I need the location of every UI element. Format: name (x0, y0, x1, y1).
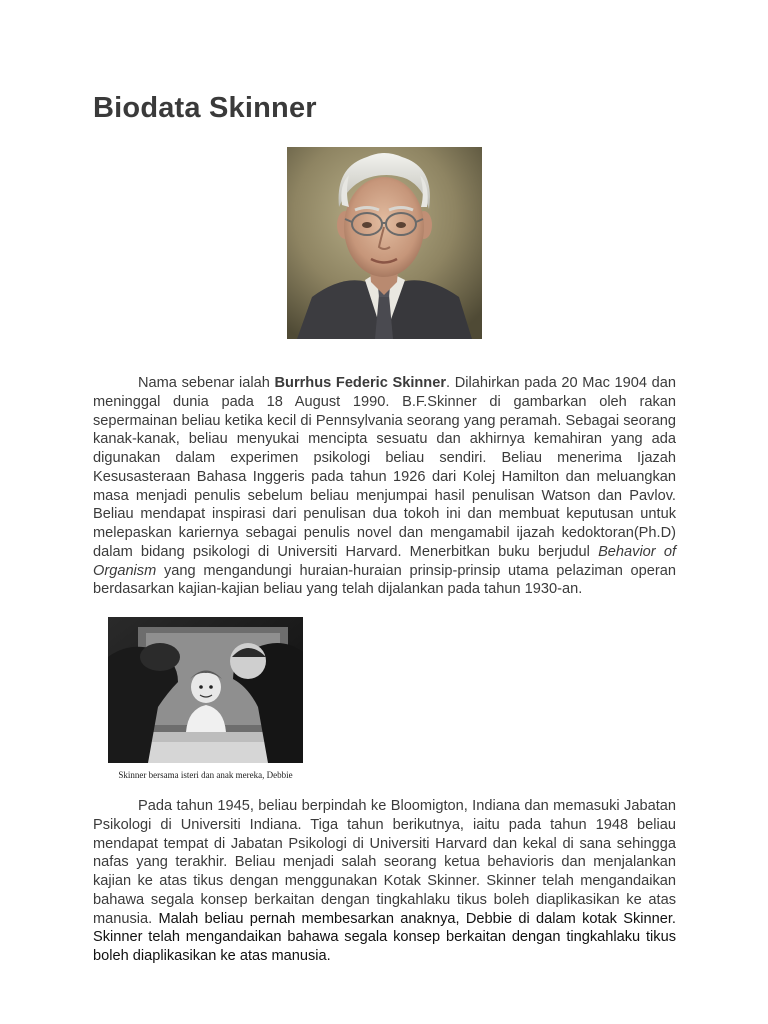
family-photo (108, 617, 303, 763)
full-name: Burrhus Federic Skinner (274, 375, 447, 391)
page-title: Biodata Skinner (93, 92, 317, 124)
book-title: Behavior of Organism (93, 543, 676, 579)
paragraph1-text-start: Nama sebenar ialah (138, 375, 275, 391)
paragraph2-text: Pada tahun 1945, beliau berpindah ke Bloomigton, Indiana dan memasuki Jabatan Psikologi di Universiti Indiana. Tiga tahun berikutnya, iaitu pada tahun 1948 beliau mendapat tempat di Jabatan Psikologi di Universiti Harvard dan kekal di sana sehingga nafas yang terakhir. Beliau menjadi salah seorang ketua behavioris dan menjalankan kajian ke atas tikus dengan menggunakan Kotak Skinner. Skinner telah mengandaikan bahawa segala konsep berkaitan dengan tingkahlaku tikus boleh diaplikasikan ke atas manusia. (93, 798, 676, 927)
paragraph2-highlight-text: Malah beliau pernah membesarkan anaknya, Debbie di dalam kotak Skinner. Skinner telah mengandaikan bahawa segala konsep berkaitan dengan tingkahlaku tikus boleh diaplikasikan ke atas manusia. (93, 910, 676, 964)
photo-caption: Skinner bersama isteri dan anak mereka, Debbie (118, 770, 293, 780)
paragraph1-text-end: yang mengandungi huraian-huraian prinsip-prinsip utama pelaziman operan berdasarkan kajian-kajian beliau yang telah dijalankan pada tahun 1930-an. (93, 562, 676, 598)
paragraph1-text-middle: . Dilahirkan pada 20 Mac 1904 dan meninggal dunia pada 18 August 1990. B.F.Skinner di gambarkan oleh rakan sepermainan beliau ketika kecil di Pennsylvania seorang yang peramah. Sebagai seorang kanak-kanak, beliau menyukai mencipta sesuatu dan akhirnya kemahiran yang ada digunakan dalam experimen psikologi beliau sendiri. Beliau menerima Ijazah Kesusasteraan Bahasa Inggeris pada tahun 1926 dari Kolej Hamilton dan meluangkan masa menjadi penulis sebelum beliau menjumpai hasil penulisan Watson dan Pavlov. Beliau mendapat inspirasi dari penulisan dua tokoh ini dan membuat keputusan untuk melepaskan kariernya sebagai penulis novel dan mengamabil ijazah kedoktoran(Ph.D) dalam bidang psikologi di Universiti Harvard. Menerbitkan buku berjudul (93, 375, 676, 560)
biography-paragraph-2 (93, 797, 676, 966)
biography-paragraph-1 (93, 374, 676, 599)
portrait-photo (287, 147, 482, 339)
